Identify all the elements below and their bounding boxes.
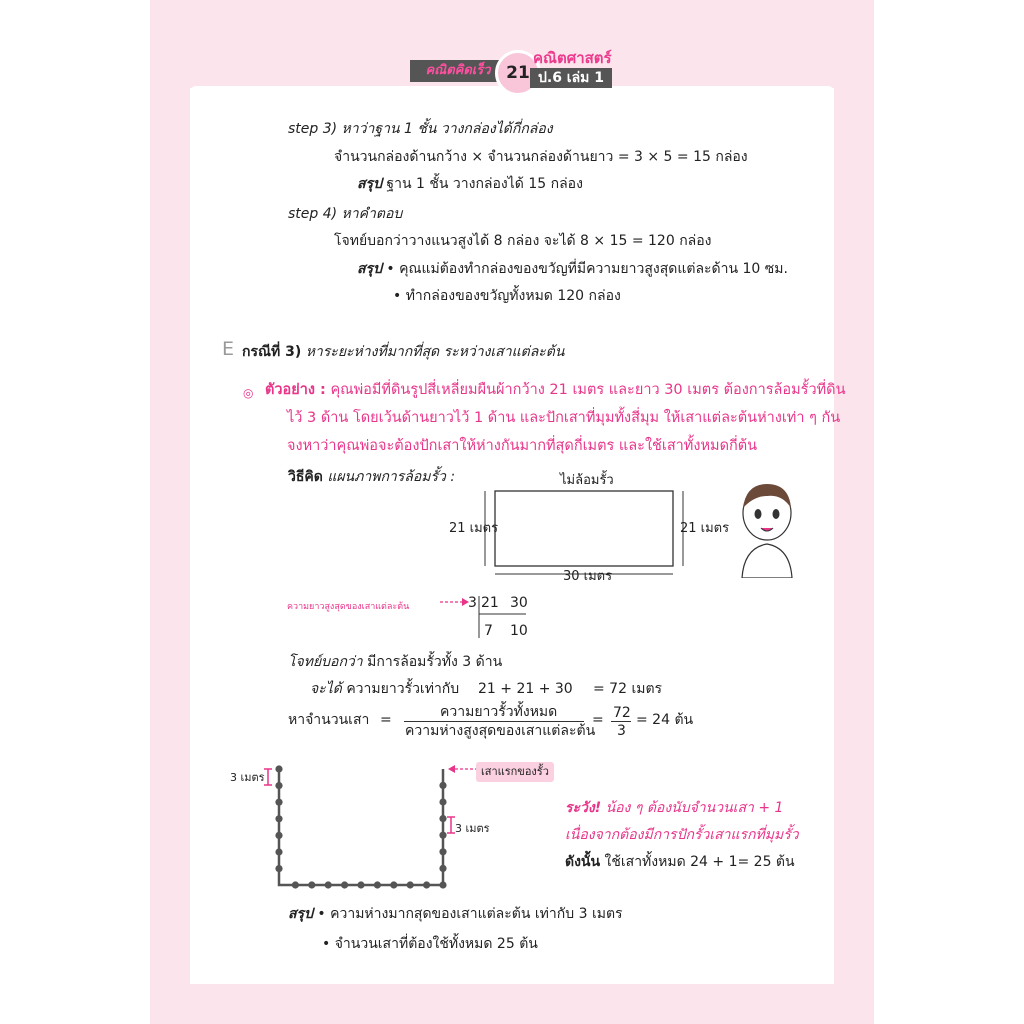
example-bullet-icon: ◎ [243, 386, 254, 400]
case3-label: กรณีที่ 3) [242, 344, 302, 360]
example-label: ตัวอย่าง : [265, 382, 326, 398]
fence-post [275, 799, 282, 806]
caution-line-2: เนื่องจากต้องมีการปักรั้วเสาแรกที่มุมรั้ว [565, 827, 799, 843]
division-n1: 21 [481, 595, 499, 611]
fence-post [341, 881, 348, 888]
boy-illustration [732, 478, 802, 578]
fence-post [439, 782, 446, 789]
final-label: สรุป [288, 906, 313, 922]
final-summary-2: • จำนวนเสาที่ต้องใช้ทั้งหมด 25 ต้น [322, 936, 538, 952]
header-subject: คณิตศาสตร์ [533, 49, 612, 67]
result-value: = 72 เมตร [593, 681, 663, 697]
step4-title: step 4) หาคำตอบ [288, 206, 403, 222]
posts-result: = 24 ต้น [636, 712, 694, 728]
method-line [288, 468, 455, 486]
step4-summary-1 [357, 260, 788, 278]
result-label: จะได้ [310, 681, 342, 697]
bottom-band [150, 984, 874, 1024]
fraction-numerator: ความยาวรั้วทั้งหมด [440, 704, 558, 720]
right-spacing-label: 3 เมตร [455, 822, 490, 835]
num-72: 72 [613, 705, 631, 721]
fence-post [390, 881, 397, 888]
left-spacing-label: 3 เมตร [230, 771, 265, 784]
conclusion-line [565, 853, 795, 871]
summary-text: ฐาน 1 ชั้น วางกล่องได้ 15 กล่อง [386, 176, 583, 192]
summary-label: สรุป [357, 176, 382, 192]
example-line-2: ไว้ 3 ด้าน โดยเว้นด้านยาวไว้ 1 ด้าน และปักเสาที่มุมทั้งสี่มุม ให้เสาแต่ละต้นห่างเท่า ๆ กัน [287, 410, 841, 426]
example-line-1 [265, 381, 845, 399]
step4-summary-2: • ทำกล่องของขวัญทั้งหมด 120 กล่อง [393, 288, 621, 304]
summary-bullet: • คุณแม่ต้องทำกล่องของขวัญที่มีความยาวสูงสุดแต่ละด้าน 10 ซม. [386, 261, 788, 277]
fence-posts [275, 765, 446, 888]
division-q1: 7 [484, 623, 493, 639]
step3-title: step 3) หาว่าฐาน 1 ชั้น วางกล่องได้กี่กล่อง [288, 121, 553, 137]
equals-1: = [380, 712, 392, 728]
conclusion-text: ใช้เสาทั้งหมด 24 + 1= 25 ต้น [604, 854, 795, 870]
fence-post [357, 881, 364, 888]
page-number: 21 [495, 50, 541, 96]
fence-post [275, 865, 282, 872]
pink-arrow-icon [440, 596, 470, 608]
given-text: มีการล้อมรั้วทั้ง 3 ด้าน [367, 654, 503, 670]
right-side-label: 21 เมตร [680, 521, 730, 536]
result-expr: 21 + 21 + 30 [478, 681, 573, 697]
fence-post [439, 848, 446, 855]
step3-summary [357, 175, 583, 193]
fence-post [275, 848, 282, 855]
example-line-3: จงหาว่าคุณพ่อจะต้องปักเสาให้ห่างกันมากที่สุดกี่เมตร และใช้เสาทั้งหมดกี่ต้น [287, 438, 758, 454]
summary-label: สรุป [357, 261, 382, 277]
left-side-label: 21 เมตร [449, 521, 499, 536]
bottom-side-label: 30 เมตร [563, 569, 613, 584]
caution-label: ระวัง! [565, 800, 602, 816]
method-label: วิธีคิด [288, 469, 323, 485]
result-line [310, 680, 459, 698]
fence-post [407, 881, 414, 888]
posts-label: หาจำนวนเสา [288, 712, 370, 728]
given-line [288, 653, 502, 671]
case3-heading [242, 343, 564, 361]
division-n2: 30 [510, 595, 528, 611]
fence-post [275, 832, 282, 839]
fence-post [439, 832, 446, 839]
fence-post [275, 815, 282, 822]
fence-post-diagram [260, 760, 460, 890]
left-margin [150, 0, 190, 1024]
fence-post [275, 782, 282, 789]
fence-line [279, 769, 443, 885]
conclusion-label: ดังนั้น [565, 854, 601, 870]
fence-post [423, 881, 430, 888]
division-q2: 10 [510, 623, 528, 639]
final-bullet-1: • ความห่างมากสุดของเสาแต่ละต้น เท่ากับ 3 เมตร [317, 906, 623, 922]
step4-calc: โจทย์บอกว่าวางแนวสูงได้ 8 กล่อง จะได้ 8 × 15 = 120 กล่อง [334, 233, 712, 249]
first-post-label: เสาแรกของรั้ว [476, 762, 554, 782]
fence-post [325, 881, 332, 888]
result-text: ความยาวรั้วเท่ากับ [346, 681, 460, 697]
caution-text-1: น้อง ๆ ต้องนับจำนวนเสา + 1 [605, 800, 784, 816]
given-label: โจทย์บอกว่า [288, 654, 363, 670]
method-plan: แผนภาพการล้อมรั้ว : [327, 469, 456, 485]
fence-post [439, 881, 446, 888]
den-3: 3 [617, 723, 626, 739]
fence-post [292, 881, 299, 888]
fraction-denominator: ความห่างสูงสุดของเสาแต่ละต้น [405, 723, 596, 739]
fence-post [374, 881, 381, 888]
final-summary-1 [288, 905, 623, 923]
caution-line-1 [565, 799, 783, 817]
fence-post [439, 798, 446, 805]
right-margin [834, 0, 874, 1024]
fence-post [308, 881, 315, 888]
equals-2: = [592, 712, 604, 728]
land-rectangle [495, 491, 673, 566]
division-divisor: 3 [468, 595, 477, 611]
first-post-arrow-icon [448, 763, 478, 775]
no-fence-label: ไม่ล้อมรั้ว [560, 473, 614, 488]
case-marker: E [222, 338, 235, 360]
step3-calc: จำนวนกล่องด้านกว้าง × จำนวนกล่องด้านยาว = 3 × 5 = 15 กล่อง [334, 149, 748, 165]
example-text-1: คุณพ่อมีที่ดินรูปสี่เหลี่ยมผืนผ้ากว้าง 21 เมตร และยาว 30 เมตร ต้องการล้อมรั้วที่ดิน [330, 382, 846, 398]
fence-post [439, 865, 446, 872]
division-note: ความยาวสูงสุดของเสาแต่ละต้น [287, 602, 410, 612]
header-grade: ป.6 เล่ม 1 [530, 68, 612, 88]
case3-title: หาระยะห่างที่มากที่สุด ระหว่างเสาแต่ละต้น [305, 344, 565, 360]
fence-post [275, 765, 282, 772]
fence-post [439, 815, 446, 822]
header-left-label: คณิตคิดเร็ว [410, 60, 506, 82]
